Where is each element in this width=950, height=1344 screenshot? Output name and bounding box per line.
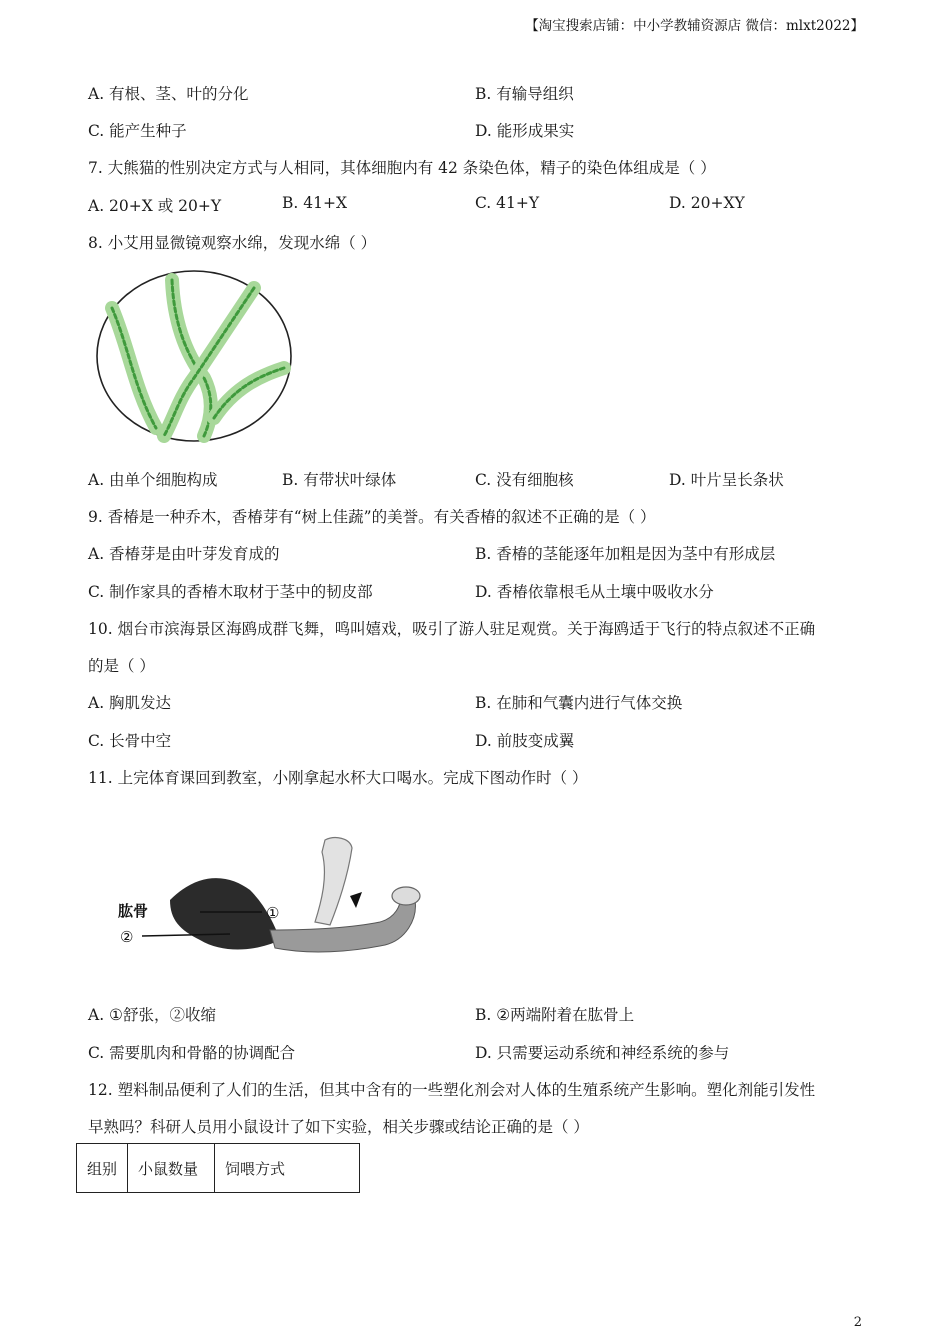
q8-stem: 8. 小艾用显微镜观察水绵，发现水绵（ ）	[88, 234, 377, 252]
label-muscle-1: ①	[266, 905, 280, 922]
q10-stem-line1: 10. 烟台市滨海景区海鸥成群飞舞，鸣叫嬉戏，吸引了游人驻足观赏。关于海鸥适于飞行的特点叙述不正确	[88, 620, 816, 638]
table-header-mouse-count: 小鼠数量	[128, 1144, 215, 1193]
q9-option-a: A. 香椿芽是由叶芽发育成的	[88, 545, 280, 563]
arm-flexion-figure	[110, 830, 430, 970]
q11-option-d: D. 只需要运动系统和神经系统的参与	[475, 1044, 730, 1062]
q8-option-d: D. 叶片呈长条状	[669, 471, 784, 489]
table-header-feeding: 饲喂方式	[215, 1144, 360, 1193]
q7-stem: 7. 大熊猫的性别决定方式与人相同，其体细胞内有 42 条染色体，精子的染色体组成是（ ）	[88, 159, 716, 177]
q8-option-c: C. 没有细胞核	[475, 471, 574, 489]
label-muscle-2: ②	[120, 929, 134, 946]
q10-option-d: D. 前肢变成翼	[475, 732, 575, 750]
q8-option-b: B. 有带状叶绿体	[282, 471, 397, 489]
q10-stem-line2: 的是（ ）	[88, 657, 155, 675]
experiment-table	[76, 1143, 360, 1193]
q12-stem-line1: 12. 塑料制品便利了人们的生活，但其中含有的一些塑化剂会对人体的生殖系统产生影响。塑化剂能引发性	[88, 1081, 816, 1099]
label-humerus: 肱骨	[118, 903, 149, 920]
q6-option-a: A. 有根、茎、叶的分化	[88, 85, 249, 103]
q11-option-b: B. ②两端附着在肱骨上	[475, 1006, 635, 1024]
q6-option-b: B. 有输导组织	[475, 85, 574, 103]
q9-option-c: C. 制作家具的香椿木取材于茎中的韧皮部	[88, 583, 373, 601]
q7-option-b: B. 41+X	[282, 194, 347, 212]
q8-option-a: A. 由单个细胞构成	[88, 471, 218, 489]
spirogyra-microscope-figure	[94, 268, 294, 444]
q6-option-c: C. 能产生种子	[88, 122, 187, 140]
q9-option-b: B. 香椿的茎能逐年加粗是因为茎中有形成层	[475, 545, 776, 563]
q7-option-d: D. 20+XY	[669, 194, 745, 212]
q7-option-a: A. 20+X 或 20+Y	[88, 197, 222, 215]
q12-stem-line2: 早熟吗？科研人员用小鼠设计了如下实验，相关步骤或结论正确的是（ ）	[88, 1118, 589, 1136]
q6-option-d: D. 能形成果实	[475, 122, 575, 140]
page-number: 2	[853, 1315, 862, 1330]
table-header-group: 组别	[77, 1144, 128, 1193]
q11-option-c: C. 需要肌肉和骨骼的协调配合	[88, 1044, 296, 1062]
q7-option-c: C. 41+Y	[475, 194, 540, 212]
q10-option-c: C. 长骨中空	[88, 732, 172, 750]
q10-option-a: A. 胸肌发达	[88, 694, 172, 712]
q9-stem: 9. 香椿是一种乔木，香椿芽有“树上佳蔬”的美誉。有关香椿的叙述不正确的是（ ）	[88, 508, 656, 526]
q11-option-a: A. ①舒张，②收缩	[88, 1006, 216, 1024]
q10-option-b: B. 在肺和气囊内进行气体交换	[475, 694, 683, 712]
q11-stem: 11. 上完体育课回到教室，小刚拿起水杯大口喝水。完成下图动作时（ ）	[88, 769, 588, 787]
q9-option-d: D. 香椿依靠根毛从土壤中吸收水分	[475, 583, 714, 601]
page-header: 【淘宝搜索店铺：中小学教辅资源店 微信：mlxt2022】	[525, 18, 864, 34]
table-row	[77, 1144, 360, 1193]
